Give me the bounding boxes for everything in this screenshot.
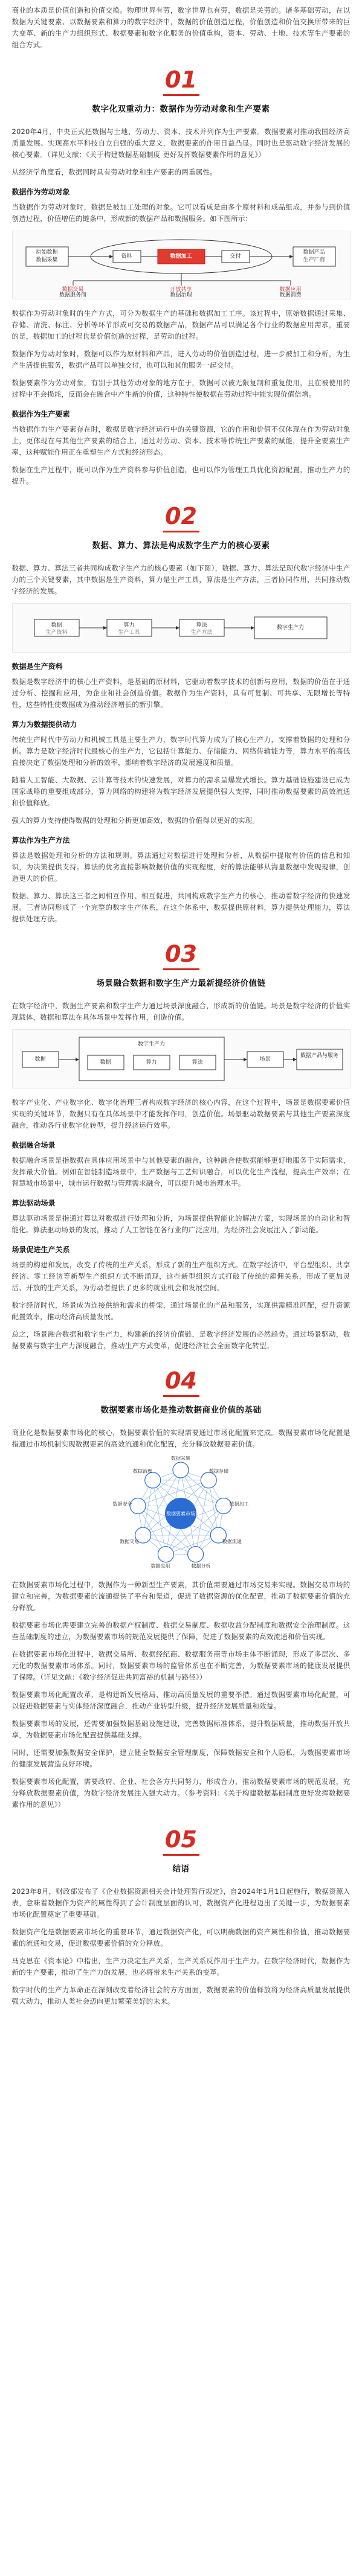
paragraph: 同时，还需要加强数据安全保护，建立健全数据安全管理制度，保障数据安全和个人隐私，为数据要素市场的健康发展营造良好环境。 <box>11 1748 351 1768</box>
subheading: 数据是生产资料 <box>11 662 63 671</box>
section-header-01 <box>12 66 351 114</box>
paragraph: 2023年8月，财政部发布了《企业数据资源相关会计处理暂行规定》，自2024年1月1日起施行，数据资源入表，意味着数据作为资产的属性得到了会计制度层面的认可，数据资产化进程迈出了关键一步，为数据要素市场化配置奠定了重要基础。 <box>11 1887 351 1919</box>
section-header-03 <box>12 941 351 988</box>
section-divider <box>163 968 199 970</box>
paragraph: 从经济学角度看，数据同时具有劳动对象和生产要素的两重属性。 <box>11 168 217 176</box>
paragraph: 数据是数字经济中的核心生产资料，是基础的原材料，它驱动着数字技术的创新与应用，数据的价值在于通过分析、挖掘和应用，为企业和社会创造价值。数据作为生产资料，具有可复制、可共享、无限增长等特性，这些特性使数据成为推动经济增长的新引擎。 <box>11 677 351 709</box>
network-node-label: 数据存储 <box>208 1468 228 1474</box>
paragraph: 数据要素市场化配置，需要政府、企业、社会各方共同努力，形成合力，推动数据要素市场的规范发展，充分释放数据要素价值，为数字经济发展注入强大动力。（参考资料：《关于构建数据基础制度更好发挥数据要素作用的意见》） <box>11 1777 351 1809</box>
diag1-bottom-mid-2: 数据治理 <box>170 292 192 298</box>
section-number: 01 <box>165 66 197 93</box>
productivity-diagram <box>12 603 351 653</box>
section-divider <box>163 94 199 96</box>
diag1-bottom-right-1: 数据应用 <box>279 287 302 293</box>
paragraph: 数据作为劳动对象时的生产方式，可分为数据生产的基础和数据加工工序。该过程中，原始数据通过采集、存储、清洗、标注、分析等环节形成可交易的数据产品，数据产品可以满足各个行业的数据应用需求，重要的是，数据加工的过程也是价值创造的过程，是劳动的过程。 <box>11 309 351 340</box>
diag3-m3: 算法 <box>192 1059 203 1066</box>
section-divider <box>163 531 199 532</box>
diag3-m1: 数据 <box>100 1059 111 1066</box>
paragraph: 在数据要素市场化进程中，数据交易所、数据经纪商、数据服务商等市场主体不断涌现，形成了多层次、多元化的数据要素市场体系。同时，数据要素市场的监管体系也在不断完善，为数据要素市场的健康发展提供了保障。（详见文献：《数字经济促进共同富裕的机制与路径》） <box>11 1650 351 1681</box>
diag1-bottom-left-1: 数据交易 <box>62 287 84 293</box>
paragraph: 传统生产时代中劳动力和机械工具是主要生产力，数字时代算力成为了核心生产力，支撑着数据的处理和分析。算力是数字经济时代最核心的生产力，它包括计算能力、存储能力、网络传输能力等，算力水平的高低直接决定了数据处理和分析的效率，影响着数字经济的发展速度和质量。 <box>11 735 351 767</box>
paragraph: 数据、算力、算法这三者之间相互作用、相互促进，共同构成数字生产力的核心，推动着数字经济的快速发展。三者协同形成了一个完整的数字生产体系，在这个体系中，数据提供原材料，算力提供处理能力，算法提供处理方法。 <box>11 892 351 923</box>
paragraph: 强大的算力支持使得数据的处理和分析更加高效，数据的价值得以更好的实现。 <box>11 816 259 825</box>
network-node-label: 数据应用 <box>150 1563 170 1569</box>
subheading: 数据作为生产要素 <box>11 410 70 418</box>
diag1-left-top: 原始数据 <box>36 249 58 255</box>
paragraph: 当数据作为劳动对象时，数据是被加工处理的对象。它可以看成是由多个原材料和成品组成，并参与到价值创造过程，价值增值的链条中，形成新的数据产品和数据服务。如下图所示： <box>11 203 351 223</box>
section-number: 02 <box>165 503 197 529</box>
subheading: 场景促进生产关系 <box>11 1245 70 1254</box>
paragraph: 算法驱动场景是指通过算法对数据进行处理和分析，为场景提供智能化的解决方案，实现场景的自动化和智能化。算法驱动场景的发展，推动了人工智能在各行业的广泛应用，为经济社会发展注入了新动能。 <box>11 1214 351 1234</box>
paragraph: 数据作为劳动对象时，数据可以作为原材料和产品，进入劳动的价值创造过程，进一步被加工和分析，为生产生活提供服务，数据产品可以单独交付，也可以和其他服务一起交付。 <box>11 350 351 369</box>
network-node-label: 数据加工 <box>229 1501 249 1507</box>
section-number: 04 <box>165 1367 197 1394</box>
paragraph: 商业化是数据要素市场化的核心，数据要素价值的实现需要通过市场化配置来完成。数据要素市场化配置是指通过市场机制实现数据要素的高效流通和优化配置，充分释放数据要素价值。 <box>11 1428 351 1448</box>
value-chain-diagram <box>12 1029 351 1088</box>
network-node <box>144 1472 160 1488</box>
diag1-right-bottom: 生产厂商 <box>303 257 325 263</box>
arrow-head <box>76 1058 79 1061</box>
market-network-diagram <box>12 1456 351 1571</box>
paragraph: 总之，场景融合数据和数字生产力，构建新的经济价值链，是数字经济发展的必然趋势。通过场景驱动，数据要素与数字生产力深度融合，推动生产方式变革，促进经济社会全面数字化转型。 <box>11 1330 351 1350</box>
network-node-label: 数据治理 <box>132 1468 152 1474</box>
data-flow-diagram <box>12 231 351 299</box>
network-node-label: 数据安全 <box>112 1501 132 1507</box>
paragraph: 数据、算力、算法三者共同构成数字生产力的核心要素（如下图），数据、算力、算法是现代数字经济中生产力的三个关键要素，其中数据是生产资料，算力是生产工具，算法是生产方法，三者协同作用，共同推动数字经济的发展。 <box>11 564 351 595</box>
subheading: 算法作为生产方法 <box>11 836 70 845</box>
paragraph: 在数据要素市场化过程中，数据作为一种新型生产要素，其价值需要通过市场交易来实现。数据交易市场的建立和完善，为数据要素的流通提供了平台和渠道，促进了数据资源的优化配置，推动了数据要素价值的充分释放。 <box>11 1580 351 1612</box>
network-node-label: 数据分析 <box>191 1563 211 1569</box>
network-node <box>173 1462 189 1478</box>
diag2-node-compute: 算力 <box>123 622 135 628</box>
subheading: 数据作为劳动对象 <box>11 188 70 196</box>
network-node-label: 数据采集 <box>170 1456 190 1461</box>
paragraph: 算法是数据处理和分析的方法和规则。算法通过对数据进行处理和分析，从数据中提取有价值的信息和知识，为决策提供支持。算法的优劣直接影响数据价值的实现程度，好的算法能够从海量数据中发现规律，创造更大的价值。 <box>11 851 351 883</box>
network-node-label: 数据交易 <box>119 1539 139 1544</box>
paragraph: 随着人工智能、大数据、云计算等技术的快速发展，对算力的需求呈爆发式增长。算力基础设施建设已成为国家战略的重要组成部分，算力网络的构建将为数字经济发展提供强大支撑，同时推动数据要素的高效流通和价值释放。 <box>11 776 351 807</box>
diag2-cap-2: 生产工具 <box>118 630 140 636</box>
diag2-cap-1: 生产资料 <box>45 630 68 636</box>
paragraph: 马克思在《资本论》中指出，生产力决定生产关系，生产关系反作用于生产力。在数字经济时代，数据作为新的生产要素，推动了生产力的发展，也必将带来生产关系的变革。 <box>11 1957 351 1977</box>
center-node-label: 数据要素市场 <box>166 1511 195 1517</box>
section-number: 05 <box>165 1826 197 1853</box>
section-title: 场景融合数据和数字生产力最新提经济价值链 <box>96 979 266 988</box>
paragraph: 在数字经济中，数据生产要素和数字生产力通过场景深度融合，形成新的价值链。场景是数字经济的价值实现载体，数据和算法在具体场景中发挥作用，创造价值。 <box>11 1002 351 1021</box>
paragraph: 数据要素市场化需要建立完善的数据产权制度、数据交易制度、数据收益分配制度和数据安全治理制度。这些基础制度的建立，为数据要素市场的规范发展提供了保障，促进了数据要素的高效流通和价值实现。 <box>11 1621 351 1641</box>
diag1-bottom-right-2: 数据消费 <box>279 292 302 298</box>
paragraph: 数字经济时代，场景成为连接供给和需求的桥梁，通过场景化的产品和服务，实现供需精准匹配，提升资源配置效率，推动经济高质量发展。 <box>11 1301 351 1321</box>
intro-paragraph: 商业的本质是价值创造和价值交换。物理世界有劳，数字世界也有劳，数据是关劳的。诸多基础劳动，在以数据为关键要素、以数据要素和算力的数字经济中，数据的价值创造过程，价值创造和价值交换所带来的巨大变革、新的生产力组织形式、数据要素和数字化服务的价值重构，资本、劳动、土地、技术等生产要素的组合方式。 <box>11 6 351 49</box>
paragraph: 数据要素市场化配置改革，是构建新发展格局、推动高质量发展的重要举措。通过数据要素市场化配置，可以促进数据要素与实体经济深度融合，推动产业转型升级，提升经济发展质量和效益。 <box>11 1690 351 1710</box>
paragraph: 数据资产化是数据要素市场化的重要环节，通过数据资产化，可以明确数据的资产属性和价值，推动数据要素的流通和交易，促进数据要素价值的充分释放。 <box>11 1928 351 1948</box>
market-network-svg <box>12 1456 349 1571</box>
diag2-node-algo: 算法 <box>196 622 207 628</box>
section-title: 数据、算力、算法是构成数字生产力的核心要素 <box>92 541 270 551</box>
diag1-bottom-mid-1: 开放共享 <box>170 287 192 293</box>
diag3-left: 数据 <box>34 1056 46 1063</box>
section-header-04 <box>12 1367 351 1415</box>
network-node-label: 数据流通 <box>222 1539 242 1544</box>
section-number: 03 <box>165 941 197 967</box>
network-node <box>158 1547 173 1562</box>
paragraph: 数字时代的生产力革命正在深刻改变着经济社会的方方面面，数据要素的价值释放将为经济高质量发展提供强大动力，推动人类社会迈向更加繁荣美好的未来。 <box>11 1986 351 2006</box>
diag3-m2: 算力 <box>146 1059 157 1066</box>
diag1-center-c: 交付 <box>230 254 241 260</box>
network-node <box>201 1472 216 1488</box>
paragraph: 数据融合场景是指数据在具体应用场景中与其他要素的融合，这种融合使数据能够更好地服务于实际需求，发挥最大价值。例如在智能制造场景中，生产数据与工艺知识融合，可以优化生产流程，提高生产效率；在智慧城市场景中，城市运行数据与管理需求融合，可以提升城市治理水平。 <box>11 1156 351 1187</box>
diag2-node-data: 数据 <box>51 622 62 628</box>
paragraph: 场景的构建和发展，改变了传统的生产关系，形成了新的生产组织方式。在数字经济中，平台型组织、共享经济、零工经济等新型生产组织方式不断涌现，这些新型组织方式打破了传统的雇佣关系，形成了更加灵活、开放的生产关系，为劳动者提供了更多的就业机会和发展空间。 <box>11 1261 351 1292</box>
diag1-center-b: 数据加工 <box>170 254 192 260</box>
network-node <box>130 1498 146 1513</box>
diag2-result: 数字生产力 <box>276 625 304 631</box>
subheading: 算力为数据提供动力 <box>11 720 77 729</box>
paragraph: 数据要素市场的发展，还需要加强数据基础设施建设，完善数据标准体系，提升数据质量，推动数据开放共享，为数据要素市场化配置提供基础支撑。 <box>11 1719 351 1739</box>
diag3-group-title: 数字生产力 <box>137 1041 165 1047</box>
diag1-right-top: 数据产品 <box>303 249 325 255</box>
section-header-02 <box>12 503 351 551</box>
subheading: 数据融合场景 <box>11 1141 56 1149</box>
paragraph: 当数据作为生产要素存在时，数据是数字经济运行中的关键资源，它的作用和价值不仅体现在作为劳动对象上，更体现在与其他生产要素的结合上，通过对劳动、资本、技术等传统生产要素的赋能，提升全要素生产率，这种赋能作用正在重塑生产方式和经济形态。 <box>11 425 351 456</box>
section-title: 数据要素市场化是推动数据商业价值的基础 <box>100 1405 262 1415</box>
section-title: 数字化双重动力：数据作为劳动对象和生产要素 <box>92 104 270 114</box>
paragraph: 数据要素作为劳动对象，有别于其他劳动对象的地方在于，数据可以被无限复制和重复使用，且在被使用的过程中不会损耗，反而会在融合中产生新的价值，这种特性使数据在劳动过程中能实现价值倍增。 <box>11 379 351 398</box>
paragraph: 2020年4月，中央正式把数据与土地、劳动力、资本、技术并列作为生产要素。数据要素对推动我国经济高质量发展、实现高水平科技自立自强的重大意义，数据要素的作用日益凸显。同时也是驱动数字经济发展的核心要素。（详见文献：《关于构建数据基础制度 更好发挥数据要素作用的意见》） <box>11 127 351 159</box>
paragraph: 数字产业化、产业数字化、数字化治理三者构成数字经济的核心内容，在这个过程中，场景是数据要素价值实现的关键环节，数据只有在具体场景中才能发挥作用，创造价值。场景驱动数据要素与其他生产要素深度融合，推动各行业数字化转型，提升经济运行效率。 <box>11 1098 351 1130</box>
section-divider <box>163 1854 199 1856</box>
paragraph: 数据在生产过程中，既可以作为生产资料参与价值创造，也可以作为管理工具优化资源配置，推动生产力的提升。 <box>11 465 351 485</box>
section-header-05 <box>12 1826 351 1874</box>
subheading: 算法驱动场景 <box>11 1199 56 1207</box>
diag1-bottom-left-2: 数据服务商 <box>59 292 86 298</box>
diag2-cap-3: 生产方法 <box>190 630 213 636</box>
article-column <box>12 5 351 2007</box>
section-divider <box>163 1395 199 1397</box>
diag3-right2: 数据产品与服务 <box>300 1053 338 1059</box>
section-title: 结语 <box>172 1864 190 1874</box>
diag1-center-a: 资料 <box>121 254 132 260</box>
diag1-left-bottom: 数据采集 <box>36 257 58 263</box>
diag3-right1: 场景 <box>259 1056 271 1063</box>
network-node <box>187 1547 203 1562</box>
